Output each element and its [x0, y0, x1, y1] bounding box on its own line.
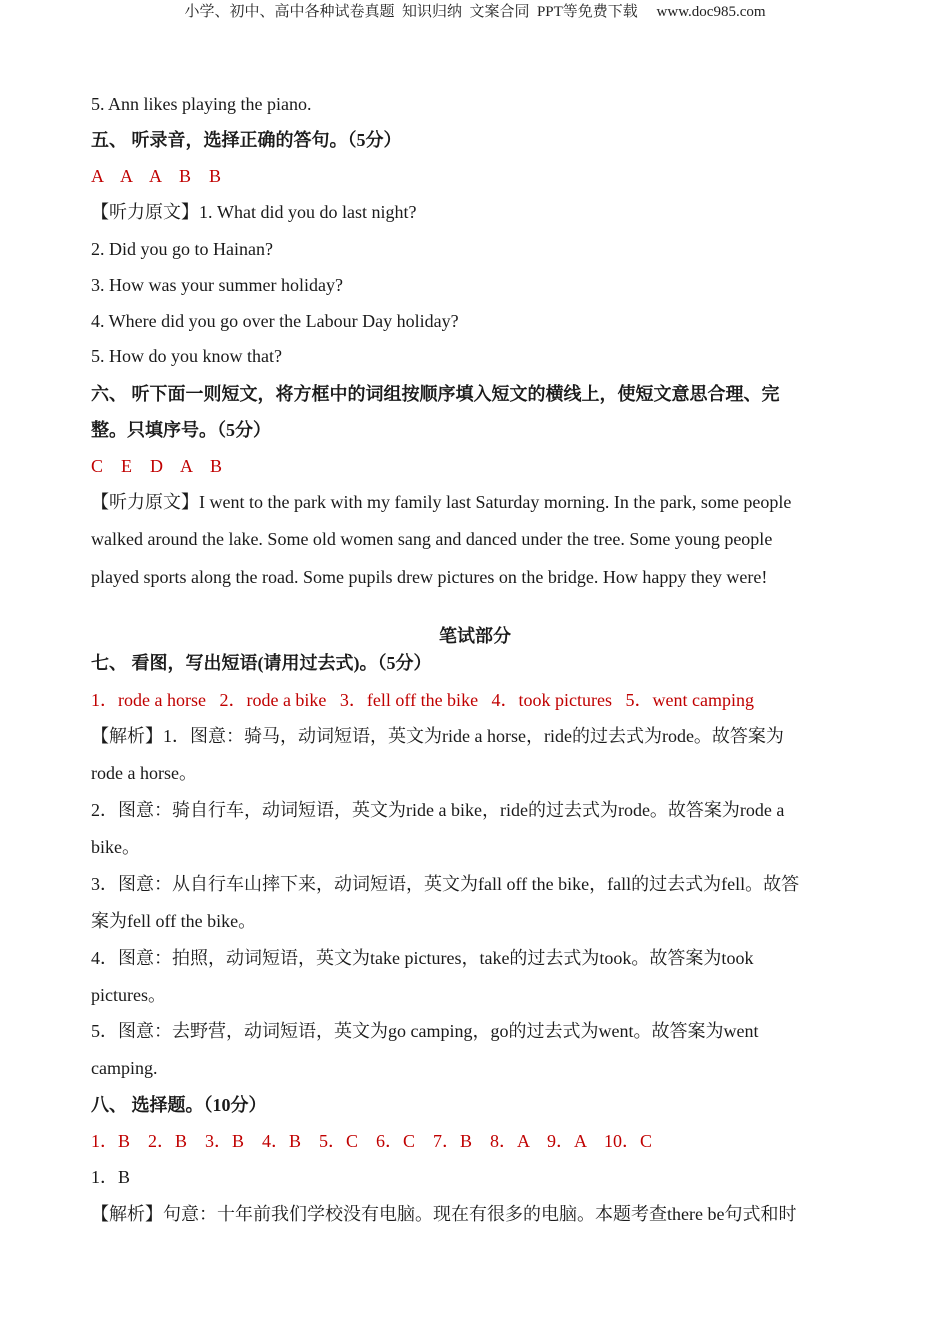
- section7-explanation-line-6: 案为fell off the bike。: [91, 911, 257, 931]
- page-header: 小学、初中、高中各种试卷真题 知识归纳 文案合同 PPT等免费下载 www.doc985.com: [184, 4, 766, 20]
- section6-title-line-2: 整。只填序号。（5分）: [91, 420, 271, 440]
- section4-last-item: 5. Ann likes playing the piano.: [91, 94, 312, 114]
- section5-transcript-line-4: 4. Where did you go over the Labour Day holiday?: [91, 311, 459, 331]
- section5-transcript-line-1: [91, 200, 860, 224]
- section7-explanation-line-8: pictures。: [91, 985, 166, 1005]
- section5-answers: A A A B B: [91, 166, 222, 186]
- section7-title: 七、 看图，写出短语(请用过去式)。（5分）: [91, 653, 432, 673]
- section8-title: 八、 选择题。（10分）: [91, 1095, 267, 1115]
- section7-explanation-line-1: 【解析】1．图意：骑马，动词短语，英文为ride a horse，ride的过去式为rode。故答案为: [91, 726, 784, 746]
- section7-explanation-line-9: 5．图意：去野营，动词短语，英文为go camping，go的过去式为went。故答案为went: [91, 1021, 759, 1041]
- section7-answers: 1．rode a horse 2．rode a bike 3．fell off the bike 4．took pictures 5．went camping: [91, 690, 755, 710]
- transcript-label: 【听力原文】: [91, 202, 199, 222]
- section7-explanation-line-7: 4．图意：拍照，动词短语，英文为take pictures，take的过去式为took。故答案为took: [91, 948, 754, 968]
- section8-answers: 1．B 2．B 3．B 4．B 5．C 6．C 7．B 8．A 9．A 10．C: [91, 1131, 653, 1151]
- section8-item-1: 1．B: [91, 1167, 131, 1187]
- section7-explanation-line-10: camping.: [91, 1058, 158, 1078]
- section5-transcript-line-3: 3. How was your summer holiday?: [91, 275, 343, 295]
- section5-title: 五、 听录音，选择正确的答句。（5分）: [91, 130, 402, 150]
- section7-explanation-line-4: bike。: [91, 837, 140, 857]
- section6-title-line-1: 六、 听下面一则短文，将方框中的词组按顺序填入短文的横线上，使短文意思合理、完: [91, 384, 780, 404]
- section7-explanation-line-5: 3．图意：从自行车山摔下来，动词短语，英文为fall off the bike，fall的过去式为fell。故答: [91, 874, 800, 894]
- written-part-title: 笔试部分: [439, 626, 511, 646]
- section5-transcript-line-5: 5. How do you know that?: [91, 346, 282, 366]
- section7-explanation-line-2: rode a horse。: [91, 763, 197, 783]
- section6-transcript-line-1: 【听力原文】I went to the park with my family last Saturday morning. In the park, some people: [91, 492, 792, 512]
- section5-transcript-line-2: 2. Did you go to Hainan?: [91, 239, 273, 259]
- section8-item-1-explanation: 【解析】句意：十年前我们学校没有电脑。现在有很多的电脑。本题考查there be句式和时: [91, 1204, 797, 1224]
- section6-transcript-line-2: walked around the lake. Some old women sang and danced under the tree. Some young people: [91, 529, 773, 549]
- section7-explanation-line-3: 2．图意：骑自行车，动词短语，英文为ride a bike，ride的过去式为rode。故答案为rode a: [91, 800, 785, 820]
- section6-transcript-line-3: played sports along the road. Some pupils drew pictures on the bridge. How happy they were!: [91, 567, 768, 587]
- transcript-text: 1. What did you do last night?: [199, 202, 417, 222]
- section6-answers: C E D A B: [91, 456, 223, 476]
